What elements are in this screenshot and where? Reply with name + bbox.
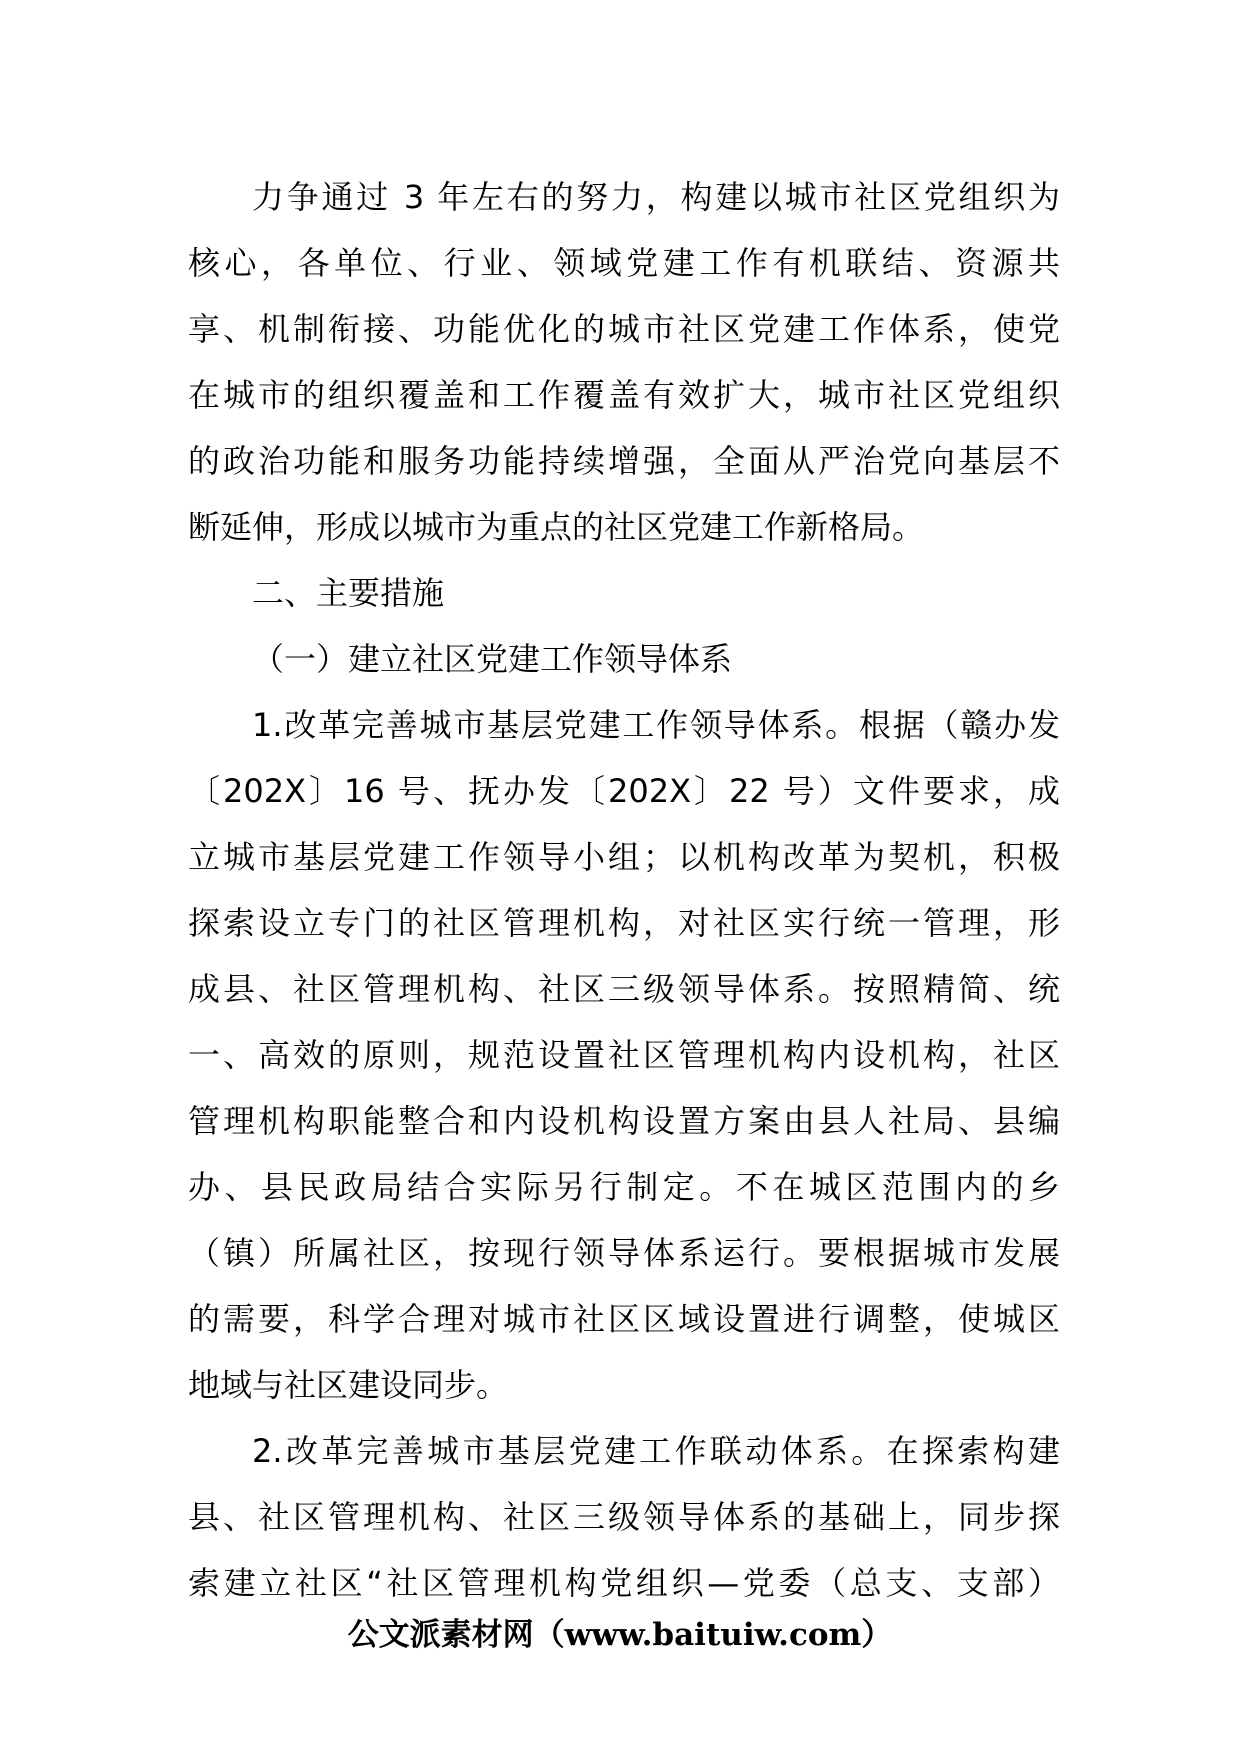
paragraph-line: 的政治功能和服务功能持续增强，全面从严治党向基层不 — [188, 442, 1060, 480]
paragraph-line: 2.改革完善城市基层党建工作联动体系。在探索构建 — [252, 1432, 1060, 1470]
section-heading: 二、主要措施 — [252, 574, 445, 612]
paragraph-line: 1.改革完善城市基层党建工作领导体系。根据（赣办发 — [252, 706, 1060, 744]
paragraph-line: 在城市的组织覆盖和工作覆盖有效扩大，城市社区党组织 — [188, 376, 1060, 414]
paragraph-line: 成县、社区管理机构、社区三级领导体系。按照精简、统 — [188, 970, 1060, 1008]
paragraph-line: 探索设立专门的社区管理机构，对社区实行统一管理，形 — [188, 904, 1060, 942]
paragraph-line: 地域与社区建设同步。 — [188, 1366, 509, 1404]
paragraph-line: 享、机制衔接、功能优化的城市社区党建工作体系，使党 — [188, 310, 1060, 348]
footer-watermark: 公文派素材网（www.baituiw.com） — [347, 1617, 893, 1653]
paragraph-line: 核心，各单位、行业、领域党建工作有机联结、资源共 — [188, 244, 1060, 282]
paragraph-line: （镇）所属社区，按现行领导体系运行。要根据城市发展 — [188, 1234, 1060, 1272]
paragraph-line: 索建立社区“社区管理机构党组织—党委（总支、支部） — [188, 1564, 1060, 1602]
subsection-heading: （一）建立社区党建工作领导体系 — [252, 640, 733, 678]
paragraph-line: 立城市基层党建工作领导小组；以机构改革为契机，积极 — [188, 838, 1060, 876]
paragraph-line: 一、高效的原则，规范设置社区管理机构内设机构，社区 — [188, 1036, 1060, 1074]
paragraph-line: 县、社区管理机构、社区三级领导体系的基础上，同步探 — [188, 1498, 1060, 1536]
paragraph-line: 办、县民政局结合实际另行制定。不在城区范围内的乡 — [188, 1168, 1060, 1206]
paragraph-line: 〔202X〕16 号、抚办发〔202X〕22 号）文件要求，成 — [188, 772, 1060, 810]
paragraph-line: 断延伸，形成以城市为重点的社区党建工作新格局。 — [188, 508, 925, 546]
paragraph-line: 的需要，科学合理对城市社区区域设置进行调整，使城区 — [188, 1300, 1060, 1338]
paragraph-line: 管理机构职能整合和内设机构设置方案由县人社局、县编 — [188, 1102, 1060, 1140]
paragraph-line: 力争通过 3 年左右的努力，构建以城市社区党组织为 — [252, 178, 1060, 216]
document-body — [188, 164, 1060, 1616]
